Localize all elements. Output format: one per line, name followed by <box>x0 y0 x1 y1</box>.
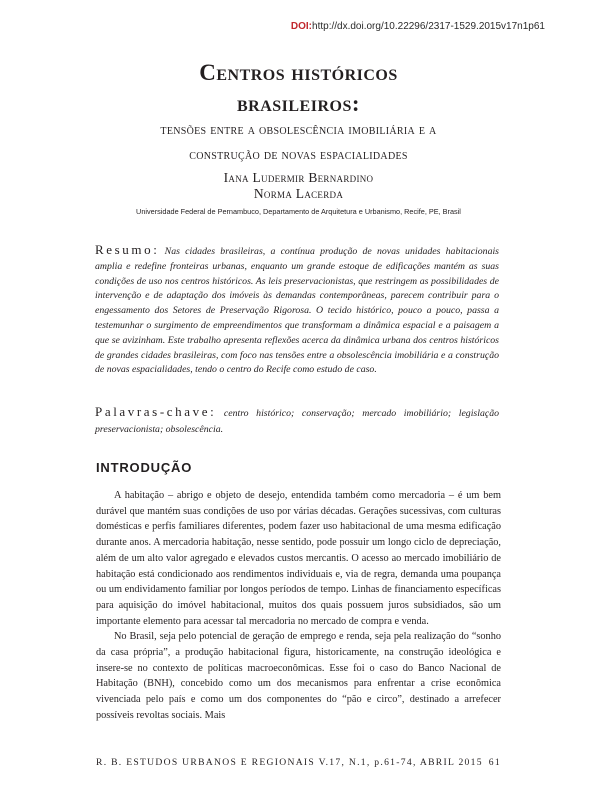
title-line-2: brasileiros: <box>236 91 361 116</box>
doi-line <box>291 21 545 32</box>
article-subtitle <box>80 118 517 168</box>
paragraph: No Brasil, seja pelo potencial de geração de emprego e renda, seja pela realização do “sonho da casa própria”, a produção habitacional figura, historicamente, na construção ideológica e insere-se no contexto de políticas macroeconômicas. Esse foi o caso do Banco Nacional de Habitação (BNH), concebido como um dos mecanismos para enfrentar a crise econômica vivenciada pelo país e como um dos componentes do “pão e circo”, destinado a arrefecer possíveis revoltas sociais. Mais <box>96 631 501 721</box>
page-footer <box>96 757 501 768</box>
abstract-label: Resumo: <box>95 242 160 257</box>
article-title <box>0 57 597 119</box>
title-line-1: Centros históricos <box>199 60 398 85</box>
keywords-label: Palavras-chave: <box>95 404 217 419</box>
doi-label: DOI: <box>290 21 313 32</box>
subtitle-line-2: construção de novas espacialidades <box>189 148 408 163</box>
subtitle-line-1: tensões entre a obsolescência imobiliária e a <box>160 123 437 138</box>
journal-citation: R. B. ESTUDOS URBANOS E REGIONAIS V.17, N.1, p.61-74, ABRIL 2015 <box>96 757 483 768</box>
keywords-text: centro histórico; conservação; mercado imobiliário; legislação preservacionista; obsolescência. <box>95 408 499 435</box>
affiliation: Universidade Federal de Pernambuco, Departamento de Arquitetura e Urbanismo, Recife, PE, Brasil <box>136 207 461 216</box>
page-number: 61 <box>488 757 501 768</box>
abstract <box>95 243 499 378</box>
paragraph: A habitação – abrigo e objeto de desejo, entendida também como mercadoria – é um bem durável que mantém suas condições de uso por várias décadas. Gerações sucessivas, com culturas domésticas e perfis familiares diferentes, podem fazer uso habitacional de uma mesma edificação durante anos. A mercadoria habitação, nesse sentido, pode possuir um longo ciclo de depreciação, além de um alto valor agregado e elevados custos mercantis. O acesso ao mercado imobiliário de habitação está condicionado aos rendimentos individuais e, via de regra, demanda uma poupança ou um endividamento familiar por longos períodos de tempo. Linhas de financiamento específicas para aquisição do imóvel habitacional, muitos dos quais possuem juros subsidiados, são um importante elemento para acessar tal mercadoria no mercado de compra e venda. <box>96 490 501 627</box>
section-heading: INTRODUÇÃO <box>96 460 193 475</box>
body-text <box>96 488 501 724</box>
author-name: Iana Ludermir Bernardino <box>223 170 374 185</box>
author-name: Norma Lacerda <box>253 186 344 201</box>
author-list <box>0 170 597 202</box>
abstract-text: Nas cidades brasileiras, a contínua produção de novas unidades habitacionais amplia e redefine fronteiras urbanas, enquanto um grande estoque de edificações mantém as suas condições de uso nos centros históricos. As leis preservacionistas, que restringem as possibilidades de intervenção e de adaptação dos imóveis às demandas contemporâneas, parecem contribuir para o engessamento dos Setores de Preservação Rigorosa. O tecido histórico, pouco a pouco, passa a testemunhar o surgimento de empreendimentos que transformam a dinâmica espacial e a paisagem a que se avizinham. Este trabalho apresenta reflexões acerca da dinâmica urbana dos centros históricos de grandes cidades brasileiras, com foco nas tensões entre a obsolescência imobiliária e a construção de novas espacialidades, tendo o centro do Recife como estudo de caso. <box>95 246 499 376</box>
doi-link[interactable]: http://dx.doi.org/10.22296/2317-1529.2015v17n1p61 <box>312 21 545 32</box>
keywords <box>95 404 499 437</box>
